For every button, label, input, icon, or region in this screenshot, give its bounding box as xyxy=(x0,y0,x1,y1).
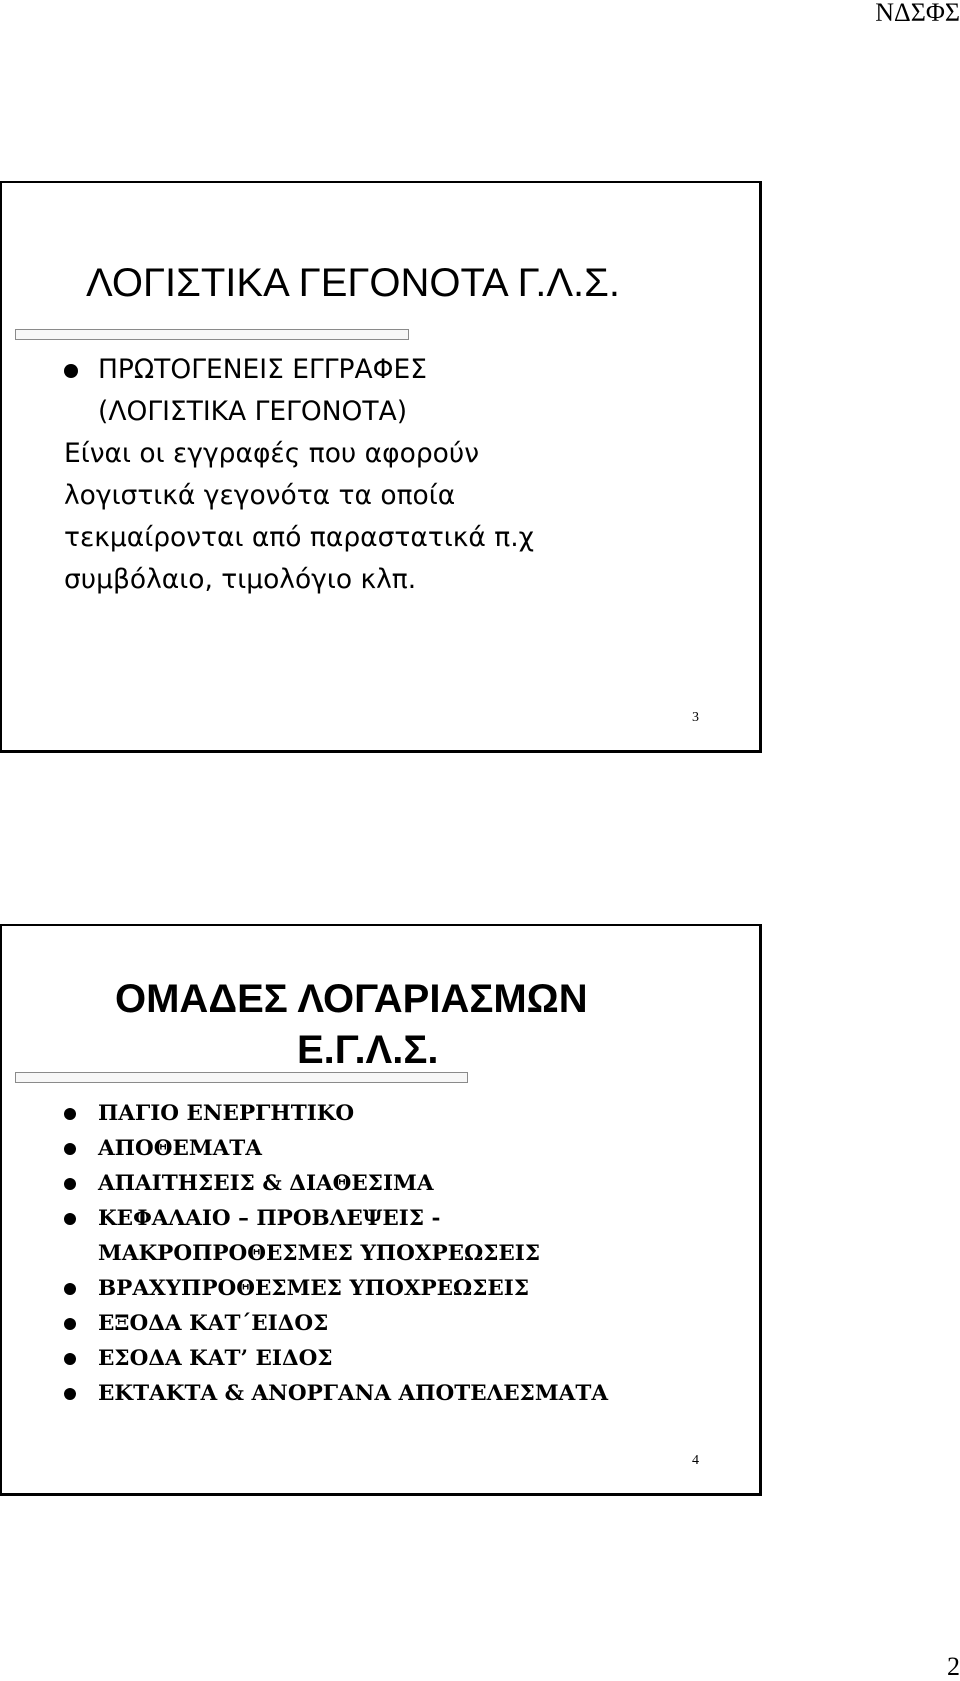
slide-title: ΛΟΓΙΣΤΙΚΑ ΓΕΓΟΝΟΤΑ Γ.Λ.Σ. xyxy=(86,261,621,305)
list-item: ΒΡΑΧΥΠΡΟΘΕΣΜΕΣ ΥΠΟΧΡΕΩΣΕΙΣ xyxy=(64,1271,608,1306)
text-line: συμβόλαιο, τιμολόγιο κλπ. xyxy=(64,564,417,595)
bullet-text-continuation: (ΛΟΓΙΣΤΙΚΑ ΓΕΓΟΝΟΤΑ) xyxy=(98,396,408,427)
slide-number: 4 xyxy=(692,1453,699,1468)
list-item: ΠΑΓΙΟ ΕΝΕΡΓΗΤΙΚΟ xyxy=(64,1096,608,1131)
bullet-icon xyxy=(64,1213,76,1225)
slide-body xyxy=(64,349,754,601)
list-item: ΑΠΑΙΤΗΣΕΙΣ & ΔΙΑΘΕΣΙΜΑ xyxy=(64,1166,608,1201)
slide-title: ΟΜΑΔΕΣ ΛΟΓΑΡΙΑΣΜΩΝ xyxy=(115,977,588,1021)
slide-number: 3 xyxy=(692,710,699,725)
title-bar xyxy=(15,1072,468,1083)
bullet-icon xyxy=(64,1143,76,1155)
text-line: Είναι οι εγγραφές που αφορούν xyxy=(64,438,479,469)
list-item-continuation: ΜΑΚΡΟΠΡΟΘΕΣΜΕΣ ΥΠΟΧΡΕΩΣΕΙΣ xyxy=(98,1241,541,1266)
bullet-icon xyxy=(64,1353,76,1365)
bullet-text: ΠΡΩΤΟΓΕΝΕΙΣ ΕΓΓΡΑΦΕΣ xyxy=(98,354,427,385)
bullet-icon xyxy=(64,1388,76,1400)
list-item: ΑΠΟΘΕΜΑΤΑ xyxy=(64,1131,608,1166)
bullet-icon xyxy=(64,1283,76,1295)
text-line: λογιστικά γεγονότα τα οποία xyxy=(64,480,456,511)
list-item: ΚΕΦΑΛΑΙΟ – ΠΡΟΒΛΕΨΕΙΣ - ΜΑΚΡΟΠΡΟΘΕΣΜΕΣ ΥΠΟΧΡΕΩΣΕΙΣ xyxy=(64,1201,608,1271)
slide-title-line2: Ε.Γ.Λ.Σ. xyxy=(297,1028,439,1072)
bullet-icon xyxy=(64,1108,76,1120)
bullet-icon xyxy=(64,364,78,378)
title-bar xyxy=(15,329,409,340)
list-item: ΕΣΟΔΑ ΚΑΤ’ ΕΙΔΟΣ xyxy=(64,1341,608,1376)
page-header: ΝΔΣΦΣ xyxy=(875,0,960,27)
bullet-icon xyxy=(64,1178,76,1190)
bullet-item xyxy=(64,349,754,391)
list-item: ΕΞΟΔΑ ΚΑΤ΄ΕΙΔΟΣ xyxy=(64,1306,608,1341)
account-groups-list xyxy=(64,1096,608,1411)
slide-4 xyxy=(0,924,762,1496)
text-line: τεκμαίρονται από παραστατικά π.χ xyxy=(64,522,534,553)
page-number: 2 xyxy=(947,1652,960,1681)
bullet-icon xyxy=(64,1318,76,1330)
list-item: ΕΚΤΑΚΤΑ & ΑΝΟΡΓΑΝΑ ΑΠΟΤΕΛΕΣΜΑΤΑ xyxy=(64,1376,608,1411)
slide-3 xyxy=(0,181,762,753)
